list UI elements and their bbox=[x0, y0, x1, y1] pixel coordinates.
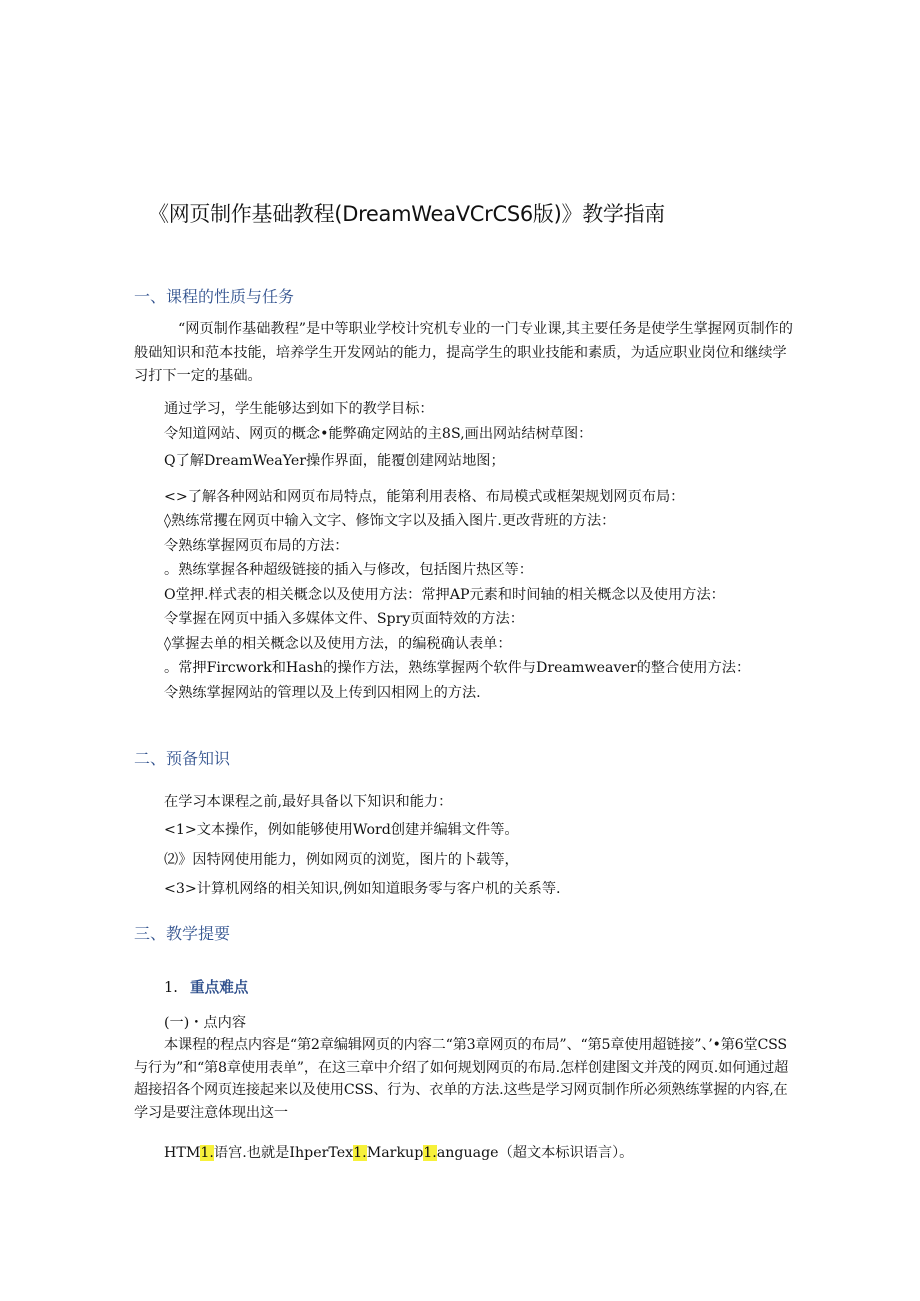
subsub-heading: (一)・点内容 bbox=[164, 1015, 247, 1031]
html-text: HTM bbox=[164, 1145, 201, 1161]
subsection-label: 重点难点 bbox=[190, 979, 249, 996]
section-heading-2: 二、预备知识 bbox=[134, 749, 231, 768]
goal-item: 令掌握在网页中插入多媒体文件、Spry页面特效的方法： bbox=[164, 611, 524, 627]
goal-item: Q了解DreamWeaYer操作界面，能覆创建网站地图； bbox=[164, 453, 505, 469]
goal-item: 。常押Fircwork和Hash的操作方法，熟练掌握两个软件与Dreamweaver的整合使用方法： bbox=[164, 660, 751, 676]
html-text: Markup bbox=[366, 1145, 424, 1161]
goal-item: 令熟练掌握网站的管理以及上传到囚相网上的方法. bbox=[164, 685, 481, 701]
goal-item: <>了解各种网站和网页布局特点，能第利用表格、布局模式或框架规划网页布局： bbox=[164, 489, 685, 505]
subsection-heading bbox=[164, 976, 248, 997]
goal-item: O堂押.样式表的相关概念以及使用方法：常押AP元素和时间轴的相关概念以及使用方法： bbox=[164, 587, 725, 603]
html-text: 语宫.也就是IhperTex bbox=[213, 1145, 354, 1161]
section2-intro: 在学习本课程之前,最好具备以下知识和能力： bbox=[164, 794, 453, 810]
prereq-item: <3>计算机网络的相关知识,例如知道眼务零与客户机的关系等. bbox=[164, 881, 561, 897]
section3-body: 本课程的程点内容是“第2章编辑网页的内容二“第3章网页的布局”、“第5章使用超链接”、’•第6堂CSS与行为”和“第8章使用表单”，在这三章中介绍了如何规划网页的布局.怎样创建图文并茂的网页.如何通过超超接招各个网页连接起来以及使用CSS、行为、衣单的方法.这些是学习网页制作所必须熟练掌握的内容,在学习是要注意体现出这一 bbox=[134, 1037, 789, 1121]
goal-item: ◊熟练常攫在网页中输入文字、修饰文字以及插入图片.更改背班的方法： bbox=[164, 513, 616, 529]
subsection-number: 1. bbox=[164, 979, 178, 996]
goal-item: 令知道网站、网页的概念•能弊确定网站的主8S,画出网站结树草图： bbox=[164, 426, 593, 442]
goal-item: 。熟练掌握各种超级链接的插入与修改，包括图片热区等： bbox=[164, 562, 533, 578]
section-heading-3: 三、教学提要 bbox=[134, 924, 231, 943]
highlight-mark: 1. bbox=[200, 1145, 214, 1161]
page-title: 《网页制作基础教程(DreamWeaVCrCS6版)》教学指南 bbox=[148, 202, 666, 226]
goals-intro: 通过学习，学生能够达到如下的教学目标： bbox=[164, 401, 434, 417]
html-line bbox=[164, 1142, 633, 1162]
goal-item: 令熟练掌握网页布局的方法： bbox=[164, 538, 349, 554]
section1-intro: “网页制作基础教程”是中等职业学校计究机专业的一门专业课,其主要任务是使学生掌握网页制作的般础知识和范本技能，培养学生开发网站的能力，提高学生的职业技能和素质，为适应职业岗位和继续学习打下一定的基础。 bbox=[134, 321, 793, 384]
html-text: anguage（超文本标识语言）。 bbox=[436, 1145, 634, 1161]
highlight-mark: 1. bbox=[353, 1145, 367, 1161]
prereq-item: <1>文本操作，例如能够使用Word创建并编辑文件等。 bbox=[164, 822, 519, 838]
section-heading-1: 一、课程的性质与任务 bbox=[134, 287, 295, 306]
highlight-mark: 1. bbox=[423, 1145, 437, 1161]
prereq-item: ⑵》因特网使用能力，例如网页的浏览，图片的卜载等， bbox=[164, 852, 519, 868]
goal-item: ◊掌握去单的相关概念以及使用方法，的编税确认表单： bbox=[164, 636, 512, 652]
